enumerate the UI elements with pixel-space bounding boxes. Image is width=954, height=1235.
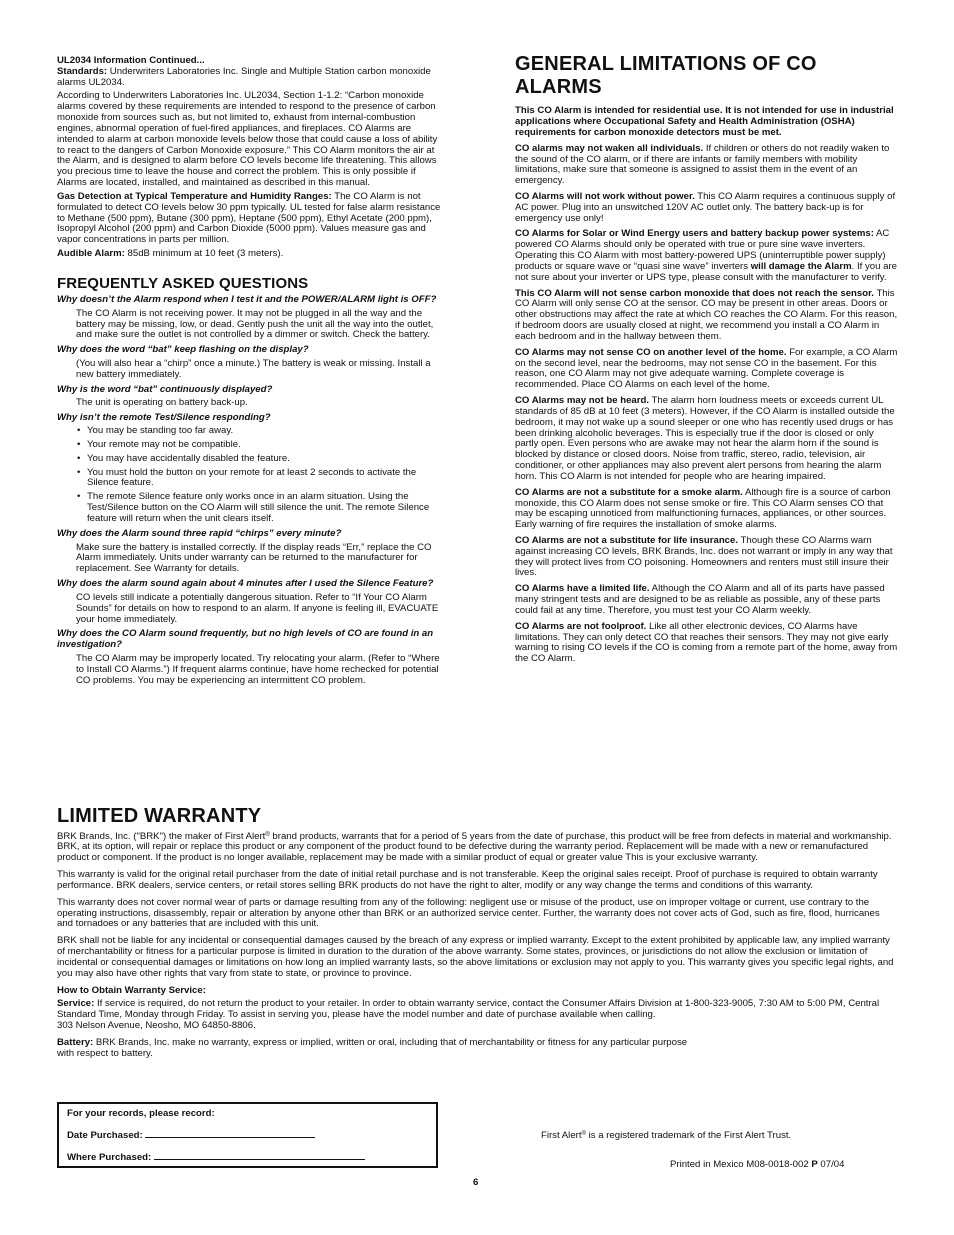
limitations-heading: GENERAL LIMITATIONS OF CO ALARMS <box>515 53 817 98</box>
records-title: For your records, please record: <box>67 1108 215 1119</box>
limitation-text: . If you are not sure about your inverter or UPS type, please consult with the manufacturer to verify. <box>515 260 897 283</box>
where-purchased-row <box>67 1151 428 1164</box>
faq-answer: (You will also hear a “chirp” once a minute.) The battery is weak or missing. Install a new battery immediately. <box>76 357 431 380</box>
registered-mark: ® <box>265 831 270 838</box>
limitation-paragraph <box>515 622 898 665</box>
faq-question: Why does the Alarm sound three rapid “chirps” every minute? <box>57 527 342 539</box>
faq-question: Why does the CO Alarm sound frequently, but no high levels of CO are found in an investigation? <box>57 628 434 651</box>
limitation-paragraph <box>515 396 898 483</box>
battery-label: Battery: <box>57 1036 94 1048</box>
faq-answer: The CO Alarm may be improperly located. Try relocating your alarm. (Refer to “Where to Install CO Alarms.”) If frequent alarms continue, have home rechecked for potential CO problems. You may be experiencing an intermittent CO problem. <box>76 653 440 686</box>
faq-bullet: • The remote Silence feature only works once in an alarm situation. Using the Test/Silence button on the CO Alarm will still silence the unit. The remote Silence feature will return when the unit clears itself. <box>57 492 442 524</box>
trademark-text: First Alert <box>541 1130 582 1141</box>
gas-detection-text: The CO Alarm is not formulated to detect CO levels below 30 ppm typically. UL tested for false alarm resistance to Methane (500 ppm), Butane (300 ppm), Heptane (500 ppm), Ethyl Acetate (200 ppm), Isopropyl Alcohol (200 ppm) and Carbon Dioxide (5000 ppm). Values measure gas and vapor concentrations in parts per million. <box>57 190 441 246</box>
limitation-paragraph <box>515 536 898 579</box>
warranty-service-paragraph <box>57 999 898 1031</box>
faq-item <box>57 413 442 524</box>
limitation-bold: This CO Alarm will not sense carbon monoxide that does not reach the sensor. <box>515 287 874 299</box>
faq-answer: Make sure the battery is installed correctly. If the display reads “Err,” replace the CO Alarm immediately. Units under warranty can be returned to the manufacturer for replacement. See Warranty for details. <box>76 541 432 575</box>
limitation-bold: CO Alarms have a limited life. <box>515 583 650 595</box>
date-purchased-label: Date Purchased: <box>67 1129 143 1141</box>
limitation-text: Like all other electronic devices, CO Alarms have limitations. They can only detect CO that reaches their sensors. They may not give early warning to rising CO levels if the CO is coming from a remote part of the home, away from the CO Alarm. <box>515 620 898 665</box>
limitation-paragraph <box>515 584 898 616</box>
limitation-paragraph <box>515 144 898 187</box>
faq-heading: FREQUENTLY ASKED QUESTIONS <box>57 274 309 292</box>
warranty-paragraph <box>57 832 898 864</box>
limitation-text: Although the CO Alarm and all of its parts have passed many stringent tests and are designed to be as reliable as possible, any of these parts could fail at any time. Therefore, you must test your CO Alarm weekly. <box>515 583 885 616</box>
limitation-text: This CO Alarm will only sense CO at the sensor. CO may be present in other areas. Doors or other obstructions may affect the rate at which CO reaches the CO Alarm. For this reason, if bedroom doors are usually closed at night, we recommend you install a CO Alarm in each bedroom and in the hallway between them. <box>515 287 898 342</box>
faq-question: Why isn’t the remote Test/Silence responding? <box>57 412 271 424</box>
faq-bullet: • Your remote may not be compatible. <box>57 440 442 451</box>
battery-text: BRK Brands, Inc. make no warranty, express or implied, written or oral, including that of merchantability or fitness for any particular purpose <box>93 1036 688 1048</box>
warranty-text: BRK Brands, Inc. ("BRK") the maker of First Alert <box>57 830 266 842</box>
records-box <box>57 1102 438 1168</box>
trademark-note <box>541 1131 791 1142</box>
standards-paragraph <box>57 67 442 89</box>
limitation-bold: CO Alarms are not a substitute for a smoke alarm. <box>515 486 743 498</box>
limitation-bold: CO Alarms may not sense CO on another level of the home. <box>515 346 787 358</box>
limitation-text: For example, a CO Alarm on the second level, near the bedrooms, may not sense CO in the basement. For this reason, one CO Alarm may not give adequate warning. Complete coverage is recommended. Place CO Alarms on each level of the home. <box>515 346 898 391</box>
warranty-text: brand products, warrants that for a period of 5 years from the date of purchase, this product will be free from defects in material and workmanship. BRK, at its option, will repair or replace this product or any component of the product found to be defective during the warranty period. Replacement will be made with a new or remanufactured product or component. If the product is no longer available, replacement may be made with a similar product of equal or greater value This is your exclusive warranty. <box>57 830 892 864</box>
limitation-text: This CO Alarm requires a continuous supply of AC power. Plug into an unswitched 120V AC outlet only. The battery back-up is for emergency use only! <box>515 190 896 224</box>
faq-item <box>57 629 442 686</box>
limitation-bold: will damage the Alarm <box>750 260 852 272</box>
trademark-text: is a registered trademark of the First Alert Trust. <box>585 1130 792 1141</box>
warranty-paragraph: This warranty is valid for the original retail purchaser from the date of initial retail purchase and is not transferable. Keep the original sales receipt. Proof of purchase is required to obtain warranty performance. BRK dealers, service centers, or retail stores selling BRK products do not have the right to alter, modify or any way change the terms and conditions of this warranty. <box>57 869 878 891</box>
limitation-paragraph <box>515 229 898 283</box>
limitation-text: AC powered CO Alarms should only be operated with true or pure sine wave inverters. Operating this CO Alarm with most battery-powered UPS (uninterruptible power supply) products or square wave or “quasi sine wave” inverters <box>515 228 890 272</box>
limitation-paragraph <box>515 348 898 391</box>
service-text: If service is required, do not return the product to your retailer. In order to obtain warranty service, contact the Consumer Affairs Division at 1-800-323-9005, 7:30 AM to 5:00 PM, Central Standard Time, Monday through Friday. To assist in serving you, please have the model number and date of purchase available when calling. <box>57 998 880 1021</box>
warranty-section <box>57 805 898 1066</box>
limitation-bold: CO Alarms will not work without power. <box>515 190 695 202</box>
standards-text: Underwriters Laboratories Inc. Single and Multiple Station carbon monoxide alarms UL2034. <box>57 65 431 88</box>
battery-text: with respect to battery. <box>57 1047 153 1059</box>
limitation-text: Although fire is a source of carbon monoxide, this CO Alarm does not sense smoke or fire. This CO Alarm senses CO that may be escaping unnoticed from malfunctioning furnaces, appliances, or other sources. Early warning of fire requires the installation of smoke alarms. <box>515 486 891 531</box>
warranty-paragraph: This warranty does not cover normal wear of parts or damage resulting from any of the following: negligent use or misuse of the product, use on improper voltage or current, use contrary to the operating instructions, disassembly, repair or alteration by anyone other than BRK or an authorized service center. Further, the warranty does not cover acts of God, such as fire, flood, hurricanes and tornadoes or any batteries that are included with this unit. <box>57 896 880 930</box>
faq-answer: CO levels still indicate a potentially dangerous situation. Refer to “If Your CO Alarm Sounds” for details on how to respond to an alarm. If anyone is feeling ill, EVACUATE your home immediately. <box>76 591 439 625</box>
limitation-paragraph <box>515 289 898 343</box>
faq-bullet: • You may be standing too far away. <box>57 426 442 437</box>
date-purchased-row <box>67 1129 428 1142</box>
service-address: 303 Nelson Avenue, Neosho, MO 64850-8806. <box>57 1020 256 1032</box>
faq-answer: The CO Alarm is not receiving power. It may not be plugged in all the way and the battery may be missing, low, or dead. Gently push the unit all the way into the outlet, and make sure the outlet is not controlled by a dimmer or switch. Check the battery. <box>76 307 434 341</box>
faq-item <box>57 579 442 625</box>
printed-date: 07/04 <box>820 1159 845 1170</box>
service-label: Service: <box>57 998 95 1010</box>
printed-code: Printed in Mexico M08-0018-002 <box>670 1159 809 1170</box>
audible-alarm-paragraph <box>57 249 442 260</box>
warranty-service-heading: How to Obtain Warranty Service: <box>57 984 206 996</box>
gas-detection-label: Gas Detection at Typical Temperature and Humidity Ranges: <box>57 190 332 202</box>
faq-question: Why does the alarm sound again about 4 minutes after I used the Silence Feature? <box>57 578 434 590</box>
ul-info-title: UL2034 Information Continued... <box>57 55 205 66</box>
faq-item <box>57 385 442 410</box>
limitation-text: If children or others do not readily waken to the sound of the CO alarm, or if there are infants or family members with mobility limitations, make sure that someone is assigned to assist them in the event of an emergency. <box>515 142 890 187</box>
limitation-bold: CO Alarms may not be heard. <box>515 395 649 407</box>
right-column <box>515 53 898 670</box>
where-purchased-line <box>154 1151 365 1160</box>
page-number: 6 <box>473 1177 479 1188</box>
limitation-bold: CO alarms may not waken all individuals. <box>515 142 704 154</box>
warranty-battery-paragraph <box>57 1038 898 1060</box>
warranty-heading: LIMITED WARRANTY <box>57 805 262 827</box>
limitation-bold: CO Alarms are not foolproof. <box>515 620 647 632</box>
audible-alarm-text: 85dB minimum at 10 feet (3 meters). <box>124 248 284 260</box>
faq-bullet-list <box>57 426 442 525</box>
gas-detection-paragraph <box>57 192 442 246</box>
limitation-text: Though these CO Alarms warn against increasing CO levels, BRK Brands, Inc. does not warrant or imply in any way that they will protect lives from CO poisoning. Homeowners and renters must still insure their lives. <box>515 535 893 579</box>
faq-item <box>57 295 442 341</box>
faq-question: Why doesn’t the Alarm respond when I test it and the POWER/ALARM light is OFF? <box>57 293 437 305</box>
registered-mark: ® <box>581 1131 586 1137</box>
audible-alarm-label: Audible Alarm: <box>57 248 125 260</box>
where-purchased-label: Where Purchased: <box>67 1151 152 1163</box>
faq-item <box>57 345 442 380</box>
limitation-bold: CO Alarms for Solar or Wind Energy users and battery backup power systems: <box>515 228 874 240</box>
limitation-bold: CO Alarms are not a substitute for life insurance. <box>515 535 739 546</box>
date-purchased-line <box>145 1129 315 1138</box>
limitation-paragraph <box>515 192 898 224</box>
printed-letter: P <box>811 1159 818 1170</box>
faq-question: Why is the word “bat” continuously displayed? <box>57 383 273 395</box>
limitation-text: The alarm horn loudness meets or exceeds current UL standards of 85 dB at 10 feet (3 meters). However, if the CO Alarm is installed outside the bedroom, it may not wake up a sound sleeper or one who has recently used drugs or has been drinking alcoholic beverages. This is especially true if the door is closed or only partly open. Even persons who are awake may not hear the alarm horn if the sound is blocked by distance or closed doors. Noise from traffic, stereo, radio, television, air conditioner, or other appliances may also prevent alert persons from hearing the alarm horn. This CO Alarm is not intended for people who are hearing impaired. <box>515 395 895 482</box>
left-column <box>57 56 442 687</box>
faq-bullet: • You may have accidentally disabled the feature. <box>57 454 442 465</box>
limitations-intro: This CO Alarm is intended for residential use. It is not intended for use in industrial applications where Occupational Safety and Health Administration (OSHA) requirements for carbon monoxide detectors must be met. <box>515 105 894 138</box>
faq-answer: The unit is operating on battery back-up. <box>76 397 248 409</box>
standards-label: Standards: <box>57 65 108 77</box>
ul-paragraph: According to Underwriters Laboratories Inc. UL2034, Section 1-1.2: “Carbon monoxide alarms covered by these requirements are intended to respond to the presence of carbon monoxide from sources such as, but not limited to, exhaust from internal-combustion engines, abnormal operation of fuel-fired appliances, and fireplaces. CO Alarms are intended to alarm at carbon monoxide levels below those that could cause a loss of ability to react to the dangers of Carbon Monoxide exposure.” This CO Alarm monitors the air at the Alarm, and is designed to alarm before CO levels become life threatening. This allows you precious time to leave the house and correct the problem. This is only possible if Alarms are located, installed, and maintained as described in this manual. <box>57 90 438 189</box>
faq-question: Why does the word “bat” keep flashing on the display? <box>57 344 309 356</box>
warranty-paragraph: BRK shall not be liable for any incidental or consequential damages caused by the breach of any express or implied warranty. Except to the extent prohibited by applicable law, any implied warranty of merchantability or fitness for a particular purpose is limited in duration to the duration of the above warranty. Some states, provinces, or jurisdictions do not allow the exclusion or limitation of incidental or consequential damages or limitations on how long an implied warranty lasts, so the above limitations or exclusion may not apply to you. This warranty gives you specific legal rights, and you may also have other rights that vary from state to state, or province to province. <box>57 935 894 979</box>
faq-bullet: • You must hold the button on your remote for at least 2 seconds to activate the Silence feature. <box>57 468 442 490</box>
printed-info <box>670 1160 844 1171</box>
limitation-paragraph <box>515 488 898 531</box>
faq-item <box>57 529 442 575</box>
